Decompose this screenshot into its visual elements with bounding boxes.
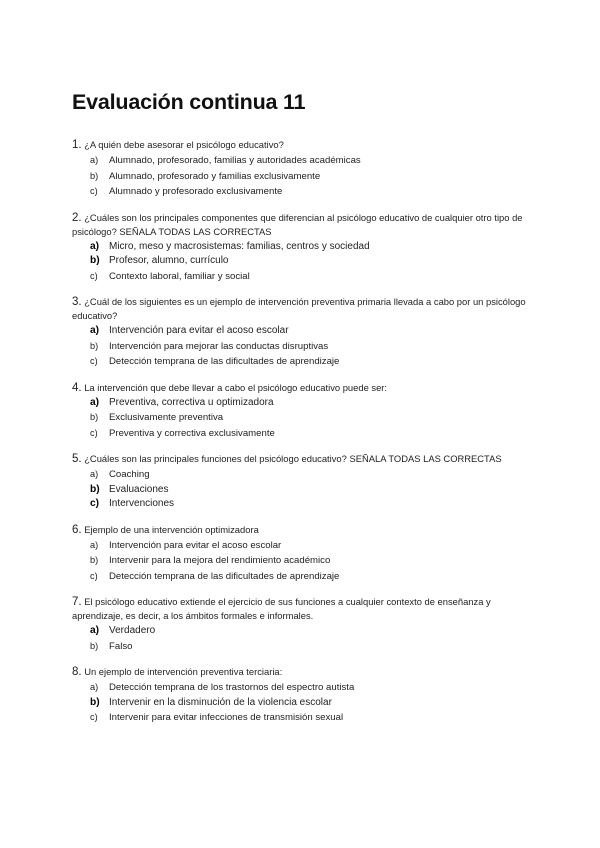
answer-option: [72, 426, 542, 442]
answer-option: [72, 410, 542, 426]
question-1: [72, 138, 542, 200]
question-number: 5.: [72, 453, 82, 465]
question-number: 8.: [72, 666, 82, 678]
option-text: Detección temprana de los trastornos del espectro autista: [109, 682, 355, 693]
question-4: [72, 381, 542, 442]
option-text: Intervenciones: [109, 498, 175, 509]
option-text: Preventiva y correctiva exclusivamente: [109, 427, 275, 439]
answer-option: [72, 354, 542, 370]
page-title: Evaluación continua 11: [72, 90, 306, 114]
answer-options: [72, 624, 542, 654]
option-text: Verdadero: [109, 625, 156, 636]
answer-option: [72, 680, 542, 696]
option-letter: a): [90, 325, 100, 336]
answer-options: [72, 396, 542, 442]
option-letter: b): [90, 696, 100, 708]
option-text: Micro, meso y macrosistemas: familias, centros y sociedad: [109, 240, 370, 252]
question-number: 3.: [72, 296, 82, 308]
answer-option: [72, 184, 542, 200]
answer-option: [72, 254, 542, 269]
question-text: [72, 295, 542, 323]
option-text: Detección temprana de las dificultades de aprendizaje: [109, 570, 340, 582]
answer-option: [72, 569, 542, 585]
question-text: [72, 452, 542, 466]
answer-options: [72, 538, 542, 585]
option-letter: a): [90, 625, 100, 636]
answer-option: [72, 339, 542, 355]
question-text: [72, 381, 542, 395]
question-6: [72, 523, 542, 585]
option-letter: b): [90, 555, 99, 565]
question-number: 4.: [72, 381, 82, 394]
question-prompt: ¿Cuáles son las principales funciones del psicólogo educativo? SEÑALA TODAS LAS CORRECTAS: [84, 453, 502, 464]
answer-option: [72, 553, 542, 569]
option-letter: b): [90, 170, 99, 181]
answer-options: [72, 467, 542, 512]
answer-option: [72, 639, 542, 655]
answer-options: [72, 680, 542, 726]
answer-option: [72, 153, 542, 169]
answer-options: [72, 240, 542, 285]
question-prompt: ¿Cuál de los siguientes es un ejemplo de intervención preventiva primaria llevada a cabo por un psicólogo educativo?: [72, 296, 526, 321]
question-8: [72, 665, 542, 726]
answer-option: [72, 483, 542, 498]
option-letter: b): [90, 412, 99, 422]
option-text: Profesor, alumno, currículo: [109, 255, 229, 266]
question-3: [72, 295, 542, 370]
option-letter: b): [90, 483, 100, 495]
option-letter: c): [90, 570, 98, 581]
answer-option: [72, 467, 542, 483]
answer-option: [72, 269, 542, 285]
question-text: [72, 523, 542, 537]
option-text: Contexto laboral, familiar y social: [109, 270, 250, 282]
option-letter: c): [90, 427, 98, 438]
option-letter: c): [90, 356, 98, 366]
question-2: [72, 211, 542, 285]
answer-option: [72, 538, 542, 554]
answer-option: [72, 710, 542, 726]
option-letter: b): [90, 255, 100, 266]
option-letter: c): [90, 186, 98, 196]
option-text: Alumnado, profesorado, familias y autoridades académicas: [109, 155, 361, 166]
answer-option: [72, 624, 542, 639]
answer-options: [72, 324, 542, 370]
option-letter: a): [90, 155, 99, 165]
option-letter: a): [90, 396, 100, 408]
question-text: [72, 138, 542, 152]
question-7: [72, 595, 542, 654]
option-text: Detección temprana de las dificultades de aprendizaje: [109, 356, 340, 367]
option-letter: c): [90, 498, 100, 509]
option-text: Intervención para evitar el acoso escolar: [109, 325, 289, 336]
question-list: [72, 138, 542, 737]
option-letter: b): [90, 640, 99, 651]
question-prompt: La intervención que debe llevar a cabo el psicólogo educativo puede ser:: [84, 381, 388, 393]
option-text: Coaching: [109, 469, 150, 480]
question-prompt: ¿Cuáles son los principales componentes que diferencian al psicólogo educativo de cualquier otro tipo de psicólogo? SEÑALA TODAS LAS CORRECTAS: [72, 211, 523, 237]
option-letter: c): [90, 270, 98, 281]
option-text: Alumnado y profesorado exclusivamente: [109, 186, 283, 197]
question-prompt: Ejemplo de una intervención optimizadora: [84, 523, 259, 535]
question-text: [72, 665, 542, 679]
answer-option: [72, 240, 542, 255]
answer-option: [72, 324, 542, 339]
option-text: Intervenir para la mejora del rendimiento académico: [109, 555, 331, 566]
option-text: Evaluaciones: [109, 483, 169, 495]
question-number: 7.: [72, 596, 82, 608]
option-text: Intervención para mejorar las conductas disruptivas: [109, 340, 329, 352]
question-number: 6.: [72, 523, 82, 536]
option-letter: a): [90, 469, 99, 479]
question-prompt: El psicólogo educativo extiende el ejercicio de sus funciones a cualquier contexto de enseñanza y aprendizaje, es decir, a los ámbitos formales e informales.: [72, 596, 491, 621]
question-prompt: ¿A quién debe asesorar el psicólogo educativo?: [84, 139, 284, 150]
option-letter: a): [90, 539, 99, 550]
option-text: Intervenir en la disminución de la violencia escolar: [109, 696, 332, 708]
option-text: Falso: [109, 640, 133, 652]
option-text: Exclusivamente preventiva: [109, 412, 224, 423]
option-letter: a): [90, 240, 100, 252]
answer-option: [72, 696, 542, 711]
answer-option: [72, 396, 542, 411]
question-text: [72, 211, 542, 239]
option-text: Alumnado, profesorado y familias exclusivamente: [109, 170, 321, 182]
answer-option: [72, 497, 542, 512]
option-text: Preventiva, correctiva u optimizadora: [109, 396, 274, 408]
option-letter: c): [90, 712, 98, 722]
question-number: 2.: [72, 211, 82, 224]
answer-option: [72, 169, 542, 185]
answer-options: [72, 153, 542, 200]
question-text: [72, 595, 542, 623]
question-5: [72, 452, 542, 512]
option-letter: b): [90, 340, 99, 351]
option-text: Intervenir para evitar infecciones de transmisión sexual: [109, 712, 344, 723]
question-prompt: Un ejemplo de intervención preventiva terciaria:: [84, 666, 283, 677]
option-letter: a): [90, 682, 99, 692]
question-number: 1.: [72, 139, 82, 151]
option-text: Intervención para evitar el acoso escolar: [109, 539, 282, 551]
